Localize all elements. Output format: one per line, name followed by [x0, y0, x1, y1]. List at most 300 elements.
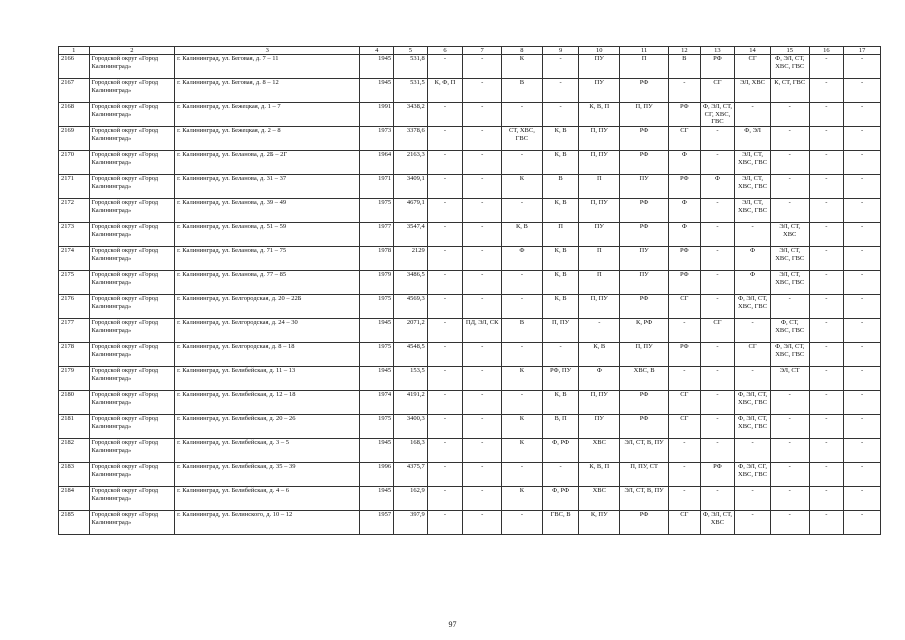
cell-col-7: - — [463, 439, 502, 463]
cell-col-7: - — [463, 415, 502, 439]
housing-registry-table — [58, 46, 881, 535]
cell-record-no: 2185 — [59, 511, 90, 535]
cell-col-11: ПУ — [620, 247, 669, 271]
cell-col-11: ЭЛ, СТ, В, ПУ — [620, 487, 669, 511]
cell-col-7: - — [463, 295, 502, 319]
cell-col-16: - — [809, 223, 844, 247]
cell-col-17: - — [844, 367, 881, 391]
cell-col-11: РФ — [620, 415, 669, 439]
cell-year-built: 1991 — [360, 103, 394, 127]
cell-area: 3547,4 — [394, 223, 428, 247]
cell-address: г. Калининград, ул. Беговая, д. 7 – 11 — [175, 55, 360, 79]
cell-col-16: - — [809, 415, 844, 439]
cell-col-16: - — [809, 271, 844, 295]
cell-year-built: 1975 — [360, 343, 394, 367]
cell-col-12: РФ — [669, 175, 701, 199]
cell-area: 162,9 — [394, 487, 428, 511]
cell-address: г. Калининград, ул. Беланова, д. 77 – 85 — [175, 271, 360, 295]
cell-col-9: РФ, ПУ — [542, 367, 579, 391]
cell-municipality: Городской округ «Город Калининград» — [89, 391, 175, 415]
cell-col-14: Ф, ЭЛ, СТ, ХВС, ГВС — [735, 295, 771, 319]
cell-col-9: К, В — [542, 295, 579, 319]
cell-col-15: ЭЛ, СТ, ХВС — [770, 223, 809, 247]
page-number: 97 — [448, 620, 457, 629]
cell-col-14: - — [735, 511, 771, 535]
cell-col-15: ЭЛ, СТ, ХВС, ГВС — [770, 271, 809, 295]
table-row — [59, 199, 881, 223]
cell-record-no: 2180 — [59, 391, 90, 415]
cell-col-6: - — [427, 391, 463, 415]
cell-year-built: 1978 — [360, 247, 394, 271]
cell-col-11: РФ — [620, 79, 669, 103]
cell-col-9: К, В — [542, 127, 579, 151]
cell-col-16: - — [809, 511, 844, 535]
cell-col-9: ГВС, В — [542, 511, 579, 535]
cell-address: г. Калининград, ул. Беланова, д. 39 – 49 — [175, 199, 360, 223]
cell-col-7: - — [463, 463, 502, 487]
cell-col-8: К — [502, 415, 543, 439]
cell-address: г. Калининград, ул. Белибейская, д. 3 – 5 — [175, 439, 360, 463]
cell-col-7: - — [463, 55, 502, 79]
cell-address: г. Калининград, ул. Белибейская, д. 11 – 13 — [175, 367, 360, 391]
cell-col-6: - — [427, 487, 463, 511]
cell-col-14: - — [735, 367, 771, 391]
cell-col-11: РФ — [620, 151, 669, 175]
column-number-12: 12 — [669, 47, 701, 55]
cell-col-10: П — [579, 247, 620, 271]
column-number-8: 8 — [502, 47, 543, 55]
cell-area: 2163,3 — [394, 151, 428, 175]
cell-col-17: - — [844, 415, 881, 439]
cell-address: г. Калининград, ул. Беланова, д. 31 – 37 — [175, 175, 360, 199]
cell-col-7: - — [463, 367, 502, 391]
cell-col-11: К, РФ — [620, 319, 669, 343]
cell-year-built: 1964 — [360, 151, 394, 175]
cell-col-8: - — [502, 343, 543, 367]
cell-col-14: - — [735, 319, 771, 343]
cell-col-14: - — [735, 487, 771, 511]
cell-col-14: ЭЛ, СТ, ХВС, ГВС — [735, 175, 771, 199]
cell-col-9: Ф, РФ — [542, 439, 579, 463]
cell-area: 4679,1 — [394, 199, 428, 223]
table-row — [59, 295, 881, 319]
cell-year-built: 1973 — [360, 127, 394, 151]
cell-year-built: 1977 — [360, 223, 394, 247]
cell-col-14: ЭЛ, СТ, ХВС, ГВС — [735, 199, 771, 223]
cell-col-8: В — [502, 79, 543, 103]
cell-col-6: - — [427, 199, 463, 223]
cell-col-16: - — [809, 127, 844, 151]
cell-col-17: - — [844, 511, 881, 535]
cell-col-9: - — [542, 55, 579, 79]
cell-col-15: - — [770, 511, 809, 535]
cell-area: 531,8 — [394, 55, 428, 79]
cell-col-11: РФ — [620, 511, 669, 535]
cell-col-10: Ф — [579, 367, 620, 391]
cell-area: 168,3 — [394, 439, 428, 463]
cell-col-17: - — [844, 463, 881, 487]
cell-col-11: РФ — [620, 199, 669, 223]
cell-address: г. Калининград, ул. Беланова, д. 51 – 59 — [175, 223, 360, 247]
cell-year-built: 1996 — [360, 463, 394, 487]
cell-col-6: - — [427, 271, 463, 295]
cell-col-17: - — [844, 247, 881, 271]
column-number-10: 10 — [579, 47, 620, 55]
cell-col-7: ПД, ЭЛ, СК — [463, 319, 502, 343]
cell-col-8: - — [502, 391, 543, 415]
cell-address: г. Калининград, ул. Бежецкая, д. 1 – 7 — [175, 103, 360, 127]
cell-col-11: ПУ — [620, 271, 669, 295]
cell-col-7: - — [463, 343, 502, 367]
cell-record-no: 2169 — [59, 127, 90, 151]
cell-col-8: К — [502, 487, 543, 511]
cell-col-13: - — [700, 271, 735, 295]
cell-col-10: П — [579, 271, 620, 295]
cell-col-17: - — [844, 319, 881, 343]
cell-col-6: - — [427, 151, 463, 175]
table-row — [59, 55, 881, 79]
column-number-7: 7 — [463, 47, 502, 55]
cell-col-17: - — [844, 175, 881, 199]
cell-col-15: - — [770, 127, 809, 151]
cell-col-11: П, ПУ, СТ — [620, 463, 669, 487]
cell-municipality: Городской округ «Город Калининград» — [89, 319, 175, 343]
cell-year-built: 1945 — [360, 487, 394, 511]
column-number-17: 17 — [844, 47, 881, 55]
cell-col-16: - — [809, 151, 844, 175]
table-row — [59, 511, 881, 535]
cell-area: 531,5 — [394, 79, 428, 103]
cell-col-9: В, П — [542, 415, 579, 439]
cell-col-16: - — [809, 343, 844, 367]
cell-year-built: 1945 — [360, 55, 394, 79]
cell-col-10: ПУ — [579, 415, 620, 439]
cell-col-12: - — [669, 319, 701, 343]
cell-col-6: - — [427, 415, 463, 439]
cell-col-16: - — [809, 175, 844, 199]
cell-col-15: Ф, ЭЛ, СТ, ХВС, ГВС — [770, 343, 809, 367]
cell-col-13: - — [700, 343, 735, 367]
cell-municipality: Городской округ «Город Калининград» — [89, 487, 175, 511]
cell-col-12: - — [669, 487, 701, 511]
cell-col-12: Ф — [669, 223, 701, 247]
table-row — [59, 247, 881, 271]
cell-area: 4548,5 — [394, 343, 428, 367]
cell-col-11: РФ — [620, 223, 669, 247]
table-row — [59, 367, 881, 391]
cell-address: г. Калининград, ул. Белибейская, д. 20 – 26 — [175, 415, 360, 439]
cell-address: г. Калининград, ул. Белгородская, д. 20 – 22Б — [175, 295, 360, 319]
cell-year-built: 1975 — [360, 295, 394, 319]
cell-col-17: - — [844, 271, 881, 295]
cell-col-17: - — [844, 295, 881, 319]
column-number-row — [59, 47, 881, 55]
cell-col-12: - — [669, 439, 701, 463]
cell-col-17: - — [844, 103, 881, 127]
cell-municipality: Городской округ «Город Калининград» — [89, 415, 175, 439]
cell-record-no: 2183 — [59, 463, 90, 487]
cell-col-12: - — [669, 79, 701, 103]
table-row — [59, 439, 881, 463]
cell-municipality: Городской округ «Город Калининград» — [89, 175, 175, 199]
cell-col-9: К, В — [542, 151, 579, 175]
cell-area: 4569,3 — [394, 295, 428, 319]
cell-col-12: РФ — [669, 247, 701, 271]
cell-col-6: - — [427, 175, 463, 199]
cell-col-10: ХВС — [579, 487, 620, 511]
cell-col-7: - — [463, 199, 502, 223]
cell-col-11: П, ПУ — [620, 103, 669, 127]
cell-address: г. Калининград, ул. Беланова, д. 2Б – 2Г — [175, 151, 360, 175]
cell-col-8: К — [502, 439, 543, 463]
cell-col-12: СГ — [669, 415, 701, 439]
cell-col-14: - — [735, 103, 771, 127]
cell-col-16: - — [809, 199, 844, 223]
cell-col-10: П — [579, 175, 620, 199]
table-row — [59, 391, 881, 415]
cell-col-7: - — [463, 127, 502, 151]
cell-col-17: - — [844, 199, 881, 223]
cell-col-6: - — [427, 463, 463, 487]
cell-area: 2071,2 — [394, 319, 428, 343]
cell-col-8: - — [502, 463, 543, 487]
cell-col-17: - — [844, 439, 881, 463]
cell-col-13: - — [700, 367, 735, 391]
cell-col-15: - — [770, 175, 809, 199]
cell-col-14: Ф, ЭЛ, СГ, ХВС, ГВС — [735, 463, 771, 487]
cell-record-no: 2175 — [59, 271, 90, 295]
cell-col-17: - — [844, 391, 881, 415]
cell-col-11: П — [620, 55, 669, 79]
cell-col-13: - — [700, 439, 735, 463]
cell-col-12: - — [669, 367, 701, 391]
cell-area: 4375,7 — [394, 463, 428, 487]
cell-address: г. Калининград, ул. Белгородская, д. 8 – 18 — [175, 343, 360, 367]
cell-col-9: К, В — [542, 247, 579, 271]
cell-col-10: П, ПУ — [579, 391, 620, 415]
cell-col-7: - — [463, 391, 502, 415]
column-number-4: 4 — [360, 47, 394, 55]
cell-col-13: - — [700, 247, 735, 271]
cell-year-built: 1945 — [360, 439, 394, 463]
cell-col-15: - — [770, 151, 809, 175]
table-row — [59, 223, 881, 247]
cell-col-17: - — [844, 487, 881, 511]
cell-col-10: К, В, П — [579, 463, 620, 487]
cell-col-15: Ф, СТ, ХВС, ГВС — [770, 319, 809, 343]
cell-col-12: - — [669, 463, 701, 487]
cell-col-16: - — [809, 79, 844, 103]
cell-col-15: ЭЛ, СТ, ХВС, ГВС — [770, 247, 809, 271]
cell-record-no: 2174 — [59, 247, 90, 271]
cell-address: г. Калининград, ул. Белибейская, д. 35 – 39 — [175, 463, 360, 487]
cell-col-7: - — [463, 103, 502, 127]
cell-col-14: СГ — [735, 343, 771, 367]
cell-col-14: Ф, ЭЛ, СТ, ХВС, ГВС — [735, 415, 771, 439]
cell-municipality: Городской округ «Город Калининград» — [89, 463, 175, 487]
cell-year-built: 1945 — [360, 319, 394, 343]
cell-col-9: - — [542, 103, 579, 127]
cell-municipality: Городской округ «Город Калининград» — [89, 367, 175, 391]
cell-col-12: В — [669, 55, 701, 79]
cell-col-13: - — [700, 151, 735, 175]
cell-col-16: - — [809, 367, 844, 391]
cell-col-14: ЭЛ, ХВС — [735, 79, 771, 103]
cell-col-11: П, ПУ — [620, 343, 669, 367]
cell-municipality: Городской округ «Город Калининград» — [89, 511, 175, 535]
cell-col-9: - — [542, 343, 579, 367]
cell-area: 4191,2 — [394, 391, 428, 415]
cell-col-7: - — [463, 271, 502, 295]
cell-col-9: П — [542, 223, 579, 247]
cell-col-14: Ф — [735, 271, 771, 295]
column-number-14: 14 — [735, 47, 771, 55]
cell-col-12: РФ — [669, 103, 701, 127]
cell-area: 3438,2 — [394, 103, 428, 127]
cell-col-13: - — [700, 391, 735, 415]
cell-col-6: - — [427, 247, 463, 271]
cell-municipality: Городской округ «Город Калининград» — [89, 439, 175, 463]
cell-col-12: СГ — [669, 295, 701, 319]
cell-year-built: 1974 — [360, 391, 394, 415]
cell-col-8: В — [502, 319, 543, 343]
cell-year-built: 1945 — [360, 79, 394, 103]
table-row — [59, 463, 881, 487]
cell-col-8: К — [502, 175, 543, 199]
cell-col-14: Ф, ЭЛ — [735, 127, 771, 151]
cell-col-12: СГ — [669, 127, 701, 151]
cell-col-15: ЭЛ, СТ — [770, 367, 809, 391]
cell-col-8: К — [502, 367, 543, 391]
cell-col-8: Ф — [502, 247, 543, 271]
cell-col-7: - — [463, 487, 502, 511]
cell-col-17: - — [844, 223, 881, 247]
cell-col-10: П, ПУ — [579, 151, 620, 175]
cell-col-16: - — [809, 295, 844, 319]
cell-col-16: - — [809, 55, 844, 79]
cell-col-15: Ф, ЭЛ, СТ, ХВС, ГВС — [770, 55, 809, 79]
cell-col-8: - — [502, 511, 543, 535]
cell-col-16: - — [809, 439, 844, 463]
cell-col-11: РФ — [620, 391, 669, 415]
cell-col-10: К, В — [579, 343, 620, 367]
cell-col-11: ПУ — [620, 175, 669, 199]
cell-record-no: 2181 — [59, 415, 90, 439]
column-number-9: 9 — [542, 47, 579, 55]
cell-col-7: - — [463, 223, 502, 247]
cell-col-14: - — [735, 439, 771, 463]
cell-col-7: - — [463, 247, 502, 271]
cell-col-9: К, В — [542, 199, 579, 223]
cell-col-9: - — [542, 79, 579, 103]
cell-col-10: П, ПУ — [579, 295, 620, 319]
cell-col-8: - — [502, 199, 543, 223]
cell-col-17: - — [844, 151, 881, 175]
cell-col-13: Ф, ЭЛ, СТ, СГ, ХВС, ГВС — [700, 103, 735, 127]
cell-record-no: 2179 — [59, 367, 90, 391]
cell-col-6: - — [427, 223, 463, 247]
cell-municipality: Городской округ «Город Калининград» — [89, 295, 175, 319]
cell-record-no: 2173 — [59, 223, 90, 247]
cell-col-8: СТ, ХВС, ГВС — [502, 127, 543, 151]
cell-col-14: ЭЛ, СТ, ХВС, ГВС — [735, 151, 771, 175]
table-row — [59, 103, 881, 127]
cell-municipality: Городской округ «Город Калининград» — [89, 199, 175, 223]
cell-col-14: СГ — [735, 55, 771, 79]
cell-col-13: - — [700, 223, 735, 247]
cell-municipality: Городской округ «Город Калининград» — [89, 55, 175, 79]
table-row — [59, 79, 881, 103]
cell-record-no: 2184 — [59, 487, 90, 511]
cell-col-10: П, ПУ — [579, 199, 620, 223]
cell-col-15: К, СТ, ГВС — [770, 79, 809, 103]
table-row — [59, 343, 881, 367]
cell-record-no: 2182 — [59, 439, 90, 463]
cell-col-6: - — [427, 295, 463, 319]
cell-col-17: - — [844, 343, 881, 367]
cell-address: г. Калининград, ул. Беговая, д. 8 – 12 — [175, 79, 360, 103]
cell-col-12: Ф — [669, 199, 701, 223]
table-body — [59, 55, 881, 535]
cell-col-9: К, В — [542, 391, 579, 415]
cell-year-built: 1975 — [360, 199, 394, 223]
cell-col-11: ХВС, В — [620, 367, 669, 391]
cell-col-16: - — [809, 319, 844, 343]
cell-col-13: - — [700, 127, 735, 151]
cell-col-10: П, ПУ — [579, 127, 620, 151]
cell-col-8: - — [502, 103, 543, 127]
cell-address: г. Калининград, ул. Белгородская, д. 24 – 30 — [175, 319, 360, 343]
cell-address: г. Калининград, ул. Белинского, д. 10 – 12 — [175, 511, 360, 535]
cell-col-15: - — [770, 295, 809, 319]
cell-col-15: - — [770, 487, 809, 511]
cell-col-8: К — [502, 55, 543, 79]
cell-col-9: П, ПУ — [542, 319, 579, 343]
cell-col-6: - — [427, 367, 463, 391]
cell-year-built: 1945 — [360, 367, 394, 391]
cell-col-16: - — [809, 487, 844, 511]
table-row — [59, 487, 881, 511]
cell-address: г. Калининград, ул. Беланова, д. 71 – 75 — [175, 247, 360, 271]
cell-col-17: - — [844, 79, 881, 103]
cell-municipality: Городской округ «Город Калининград» — [89, 271, 175, 295]
cell-col-15: - — [770, 415, 809, 439]
cell-col-17: - — [844, 127, 881, 151]
cell-area: 3486,5 — [394, 271, 428, 295]
cell-col-11: РФ — [620, 295, 669, 319]
column-number-1: 1 — [59, 47, 90, 55]
column-number-15: 15 — [770, 47, 809, 55]
column-number-13: 13 — [700, 47, 735, 55]
cell-col-13: - — [700, 295, 735, 319]
cell-col-8: К, В — [502, 223, 543, 247]
cell-col-6: - — [427, 343, 463, 367]
cell-municipality: Городской округ «Город Калининград» — [89, 79, 175, 103]
cell-col-8: - — [502, 151, 543, 175]
column-number-5: 5 — [394, 47, 428, 55]
cell-municipality: Городской округ «Город Калининград» — [89, 103, 175, 127]
cell-col-9: - — [542, 463, 579, 487]
cell-col-7: - — [463, 151, 502, 175]
cell-col-13: РФ — [700, 463, 735, 487]
cell-area: 3378,6 — [394, 127, 428, 151]
cell-col-7: - — [463, 511, 502, 535]
cell-record-no: 2167 — [59, 79, 90, 103]
cell-col-16: - — [809, 103, 844, 127]
cell-col-17: - — [844, 55, 881, 79]
cell-col-13: СГ — [700, 79, 735, 103]
cell-col-10: ПУ — [579, 223, 620, 247]
